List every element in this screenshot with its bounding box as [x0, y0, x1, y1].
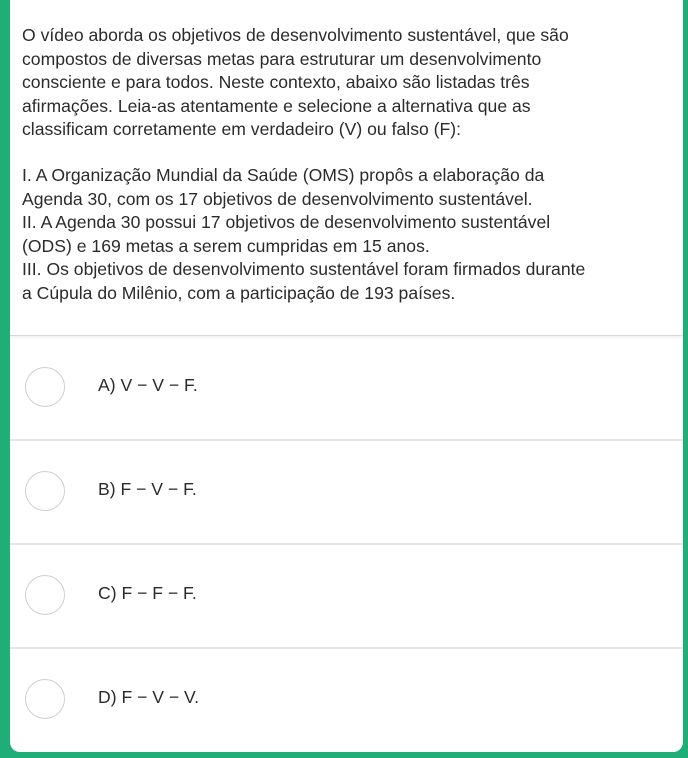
radio-button-b[interactable] — [25, 471, 65, 511]
statement-line: Agenda 30, com os 17 objetivos de desenvolvimento sustentável. — [22, 188, 533, 209]
answer-option-b[interactable] — [10, 441, 683, 545]
intro-line: consciente e para todos. Neste contexto, abaixo são listadas três — [22, 72, 530, 93]
answer-option-label: D) F − V − V. — [98, 687, 200, 707]
intro-line: O vídeo aborda os objetivos de desenvolvimento sustentável, que são — [22, 25, 569, 45]
answer-options — [10, 337, 683, 752]
question-card — [10, 0, 683, 752]
intro-line: afirmações. Leia-as atentamente e selecione a alternativa que as — [22, 95, 531, 116]
question-statements — [22, 164, 673, 306]
answer-option-d[interactable] — [10, 649, 683, 752]
statement-line: II. A Agenda 30 possui 17 objetivos de desenvolvimento sustentável — [22, 212, 551, 233]
question-intro — [22, 24, 673, 142]
answer-option-label: A) V − V − F. — [98, 375, 198, 395]
answer-option-label: C) F − F − F. — [98, 583, 197, 603]
statement-line: III. Os objetivos de desenvolvimento sustentável foram firmados durante — [22, 259, 586, 280]
answer-option-label: B) F − V − F. — [98, 479, 197, 499]
answer-option-c[interactable] — [10, 545, 683, 649]
statement-line: (ODS) e 169 metas a serem cumpridas em 15 anos. — [22, 235, 430, 256]
statement-line: a Cúpula do Milênio, com a participação de 193 países. — [22, 282, 456, 303]
radio-button-a[interactable] — [25, 367, 65, 407]
question-text — [10, 0, 683, 336]
statement-line: I. A Organização Mundial da Saúde (OMS) propôs a elaboração da — [22, 164, 545, 185]
intro-line: compostos de diversas metas para estruturar um desenvolvimento — [22, 48, 542, 69]
intro-line: classificam corretamente em verdadeiro (V) ou falso (F): — [22, 119, 462, 140]
answer-option-a[interactable] — [10, 337, 683, 441]
radio-button-c[interactable] — [25, 575, 65, 615]
radio-button-d[interactable] — [25, 679, 65, 719]
